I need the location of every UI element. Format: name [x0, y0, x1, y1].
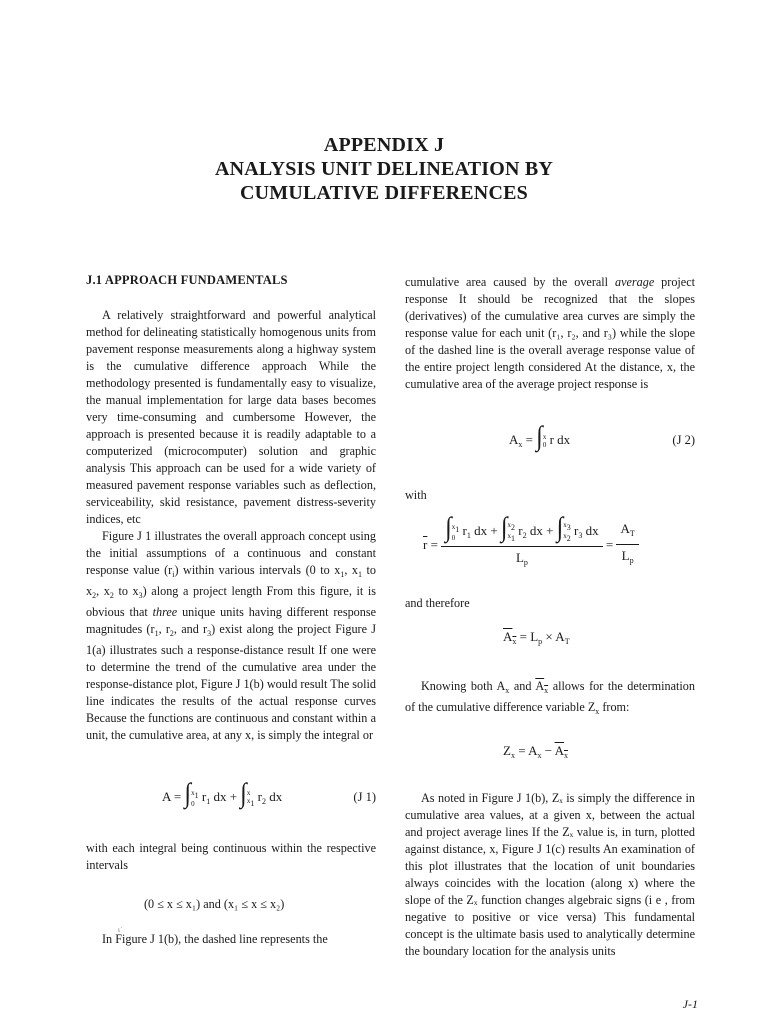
equation-ax-bar: $A_x = L_p \times A_T$ — [503, 629, 570, 646]
scan-mark: ι ̇ — [118, 926, 122, 934]
page-title-line-2: CUMULATIVE DIFFERENCES — [240, 182, 528, 204]
paragraph-zx-note: As noted in Figure J 1(b), Zₓ is simply the difference in cumulative area values, at a given x, between the actual and project average lines If the Zₓ value is, in turn, plotted against distance, x, Figure J 1(c) results An examination of this plot illustrates that the location of unit boundaries always coincides with the location (along x) where the slope of the Zₓ function changes algebraic signs (i e , from negative to positive or vice versa) This fundamental concept is the ultimate basis used to analytically determine the boundary location for the analysis units — [405, 791, 695, 958]
equation-zx: $Z_x = A_x - A_x$ — [503, 743, 568, 760]
page-title-line-1: ANALYSIS UNIT DELINEATION BY — [214, 158, 554, 180]
equation-j2-label: (J 2) — [672, 432, 695, 447]
paragraph-knowing: Knowing both $A_x$ and $A_x$ allows for the determination of the cumulative difference variable $Z_x$ from: — [405, 679, 695, 716]
left-column — [86, 272, 376, 948]
paragraph-average-response: cumulative area caused by the overall average project response It should be recognized that the slopes (derivatives) of the cumulative area curves are simply the response value for each unit (r₁, r₂, and r₃) while the slope of the dashed line is the overall average response value of the entire project length considered At the distance, x, the cumulative area of the average project response is — [405, 275, 696, 391]
equation-r-bar: $\overline{r}$ = $\int x_1$ 0 $r_1$ dx + $\int x_2$ $x_1$ $r_2$ dx + $\int x_3$ $x_2$ $r_3$ dx $L_p$ = $\frac{A_T}{L_p}$ — [405, 518, 695, 571]
equation-j1: $A = \int x_1$ 0 $r_1$ dx + ∫x $x_1$ $r_2$ dx (J 1) — [162, 779, 376, 809]
paragraph-dashed-line: In Figure J 1(b), the dashed line represents the — [102, 932, 328, 946]
page-number: J-1 — [682, 997, 698, 1011]
with-label: with — [405, 488, 427, 502]
section-heading: J.1 APPROACH FUNDAMENTALS — [86, 273, 288, 287]
appendix-label: APPENDIX J — [323, 134, 445, 156]
paragraph-figure-j1: Figure J 1 illustrates the overall approach concept using the initial assumptions of a continuous and constant response value $(r_i)$ within various intervals (0 to $x_1$, $x_1$ to $x_2$, $x_2$ to $x_3$) along a project length From this figure, it is obvious that three unique units having different response magnitudes ($r_1$, $r_2$, and $r_3$) exist along the project Figure J 1(a) illustrates such a response-distance result If one were to determine the trend of the cumulative area under the response-distance plot, Figure J 1(b) would result The solid line indicates the results of the actual response curves Because the functions are continuous and constant within a unit, the cumulative area, at any x, is simply the integral or — [86, 529, 377, 742]
right-column — [405, 274, 695, 960]
paragraph-intervals: with each integral being continuous within the respective intervals — [86, 841, 376, 872]
interval-condition: (0 ≤ x ≤ x₁) and (x₁ ≤ x ≤ x₂) — [144, 897, 285, 911]
and-therefore-label: and therefore — [405, 596, 470, 610]
equation-j2: $A_x = \int x$ 0 r dx (J 2) — [509, 422, 695, 452]
paragraph-intro: A relatively straightforward and powerful analytical method for delineating statistically homogenous units from pavement response measurements along a highway system is the cumulative difference approach While the methodology presented is fundamentally easy to visualize, the manual implementation for large data bases becomes very time-consuming and cumbersome However, the approach is presented because it is readily adaptable to a computerized (microcomputer) solution and graphic analysis This approach can be used for a wide variety of measured pavement response variables such as deflection, serviceability, skid resistance, pavement distress-severity indices, etc — [86, 308, 376, 526]
equation-j1-label: (J 1) — [353, 789, 376, 804]
